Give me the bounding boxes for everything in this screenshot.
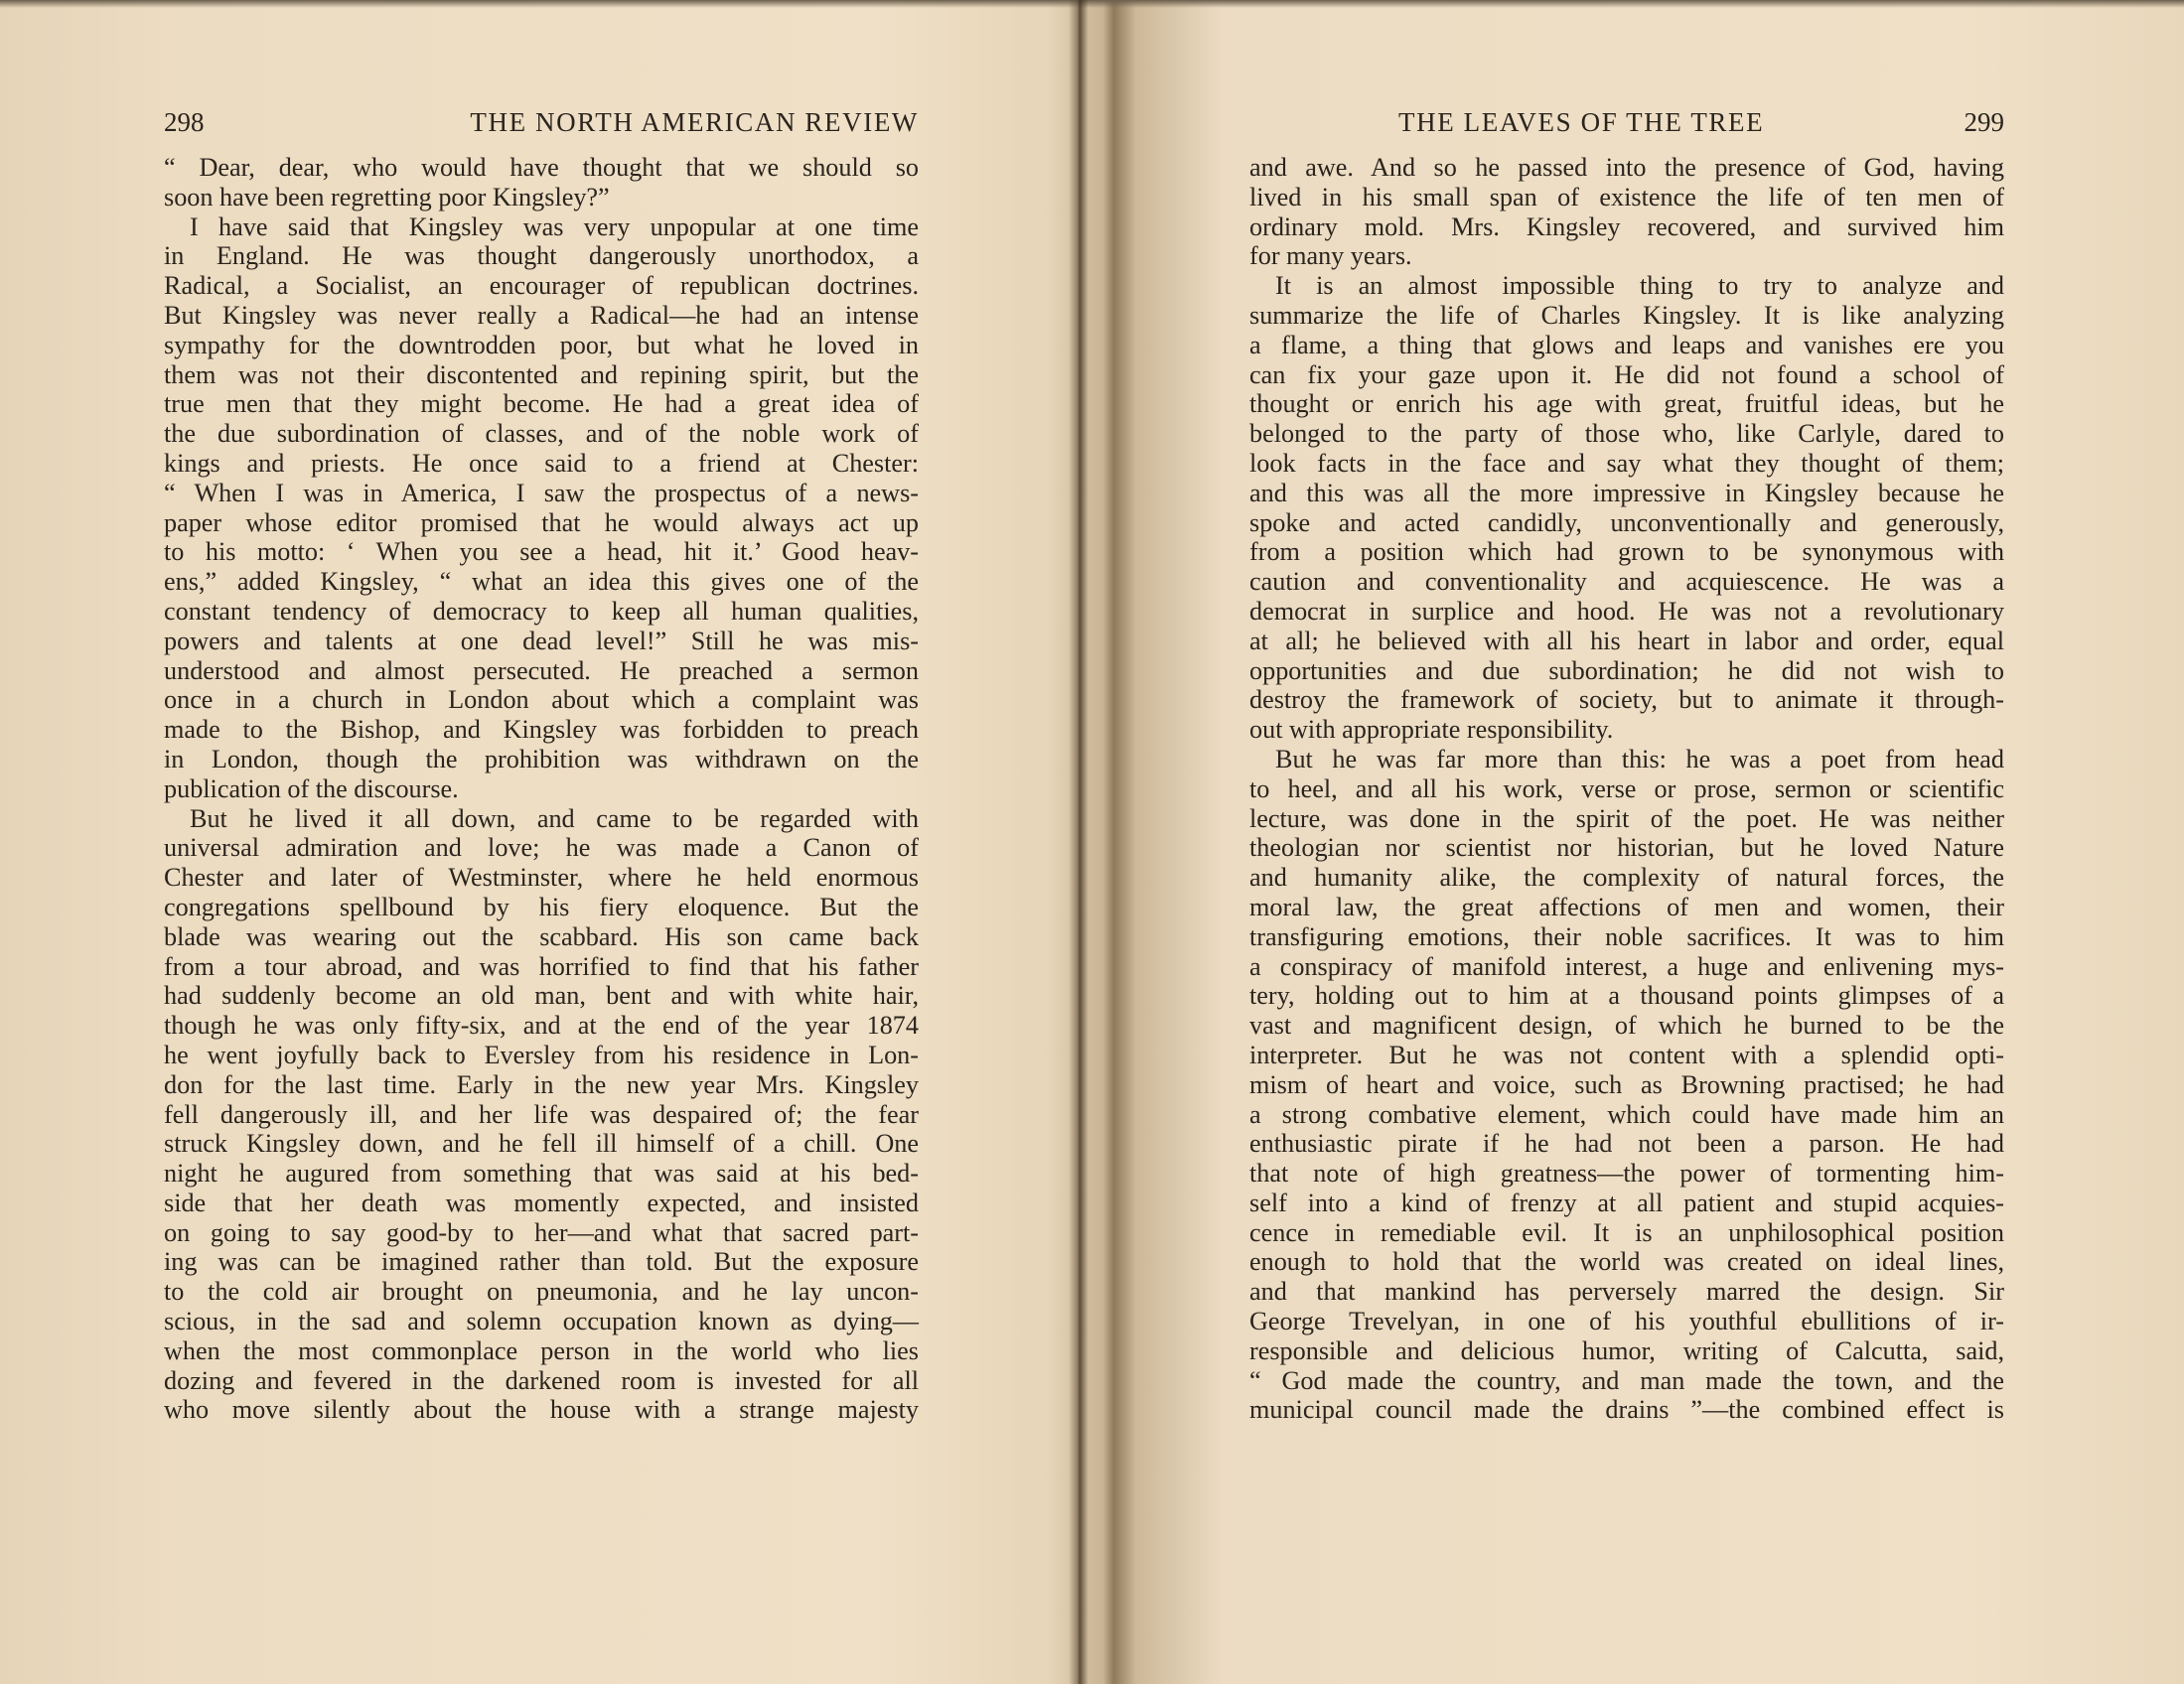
text-line: cence in remediable evil. It is an unphilosophical position [1249, 1217, 2004, 1247]
text-line: from a position which had grown to be synonymous with [1249, 537, 2004, 567]
text-line: to heel, and all his work, verse or prose, sermon or scientific [1249, 773, 2004, 803]
text-line: thought or enrich his age with great, fruitful ideas, but he [1249, 389, 2004, 419]
right-running-title: THE LEAVES OF THE TREE [1398, 107, 1765, 137]
text-line: responsible and delicious humor, writing of Calcutta, said, [1249, 1335, 2004, 1365]
text-line: lecture, was done in the spirit of the poet. He was neither [1249, 803, 2004, 833]
text-line: from a tour abroad, and was horrified to find that his father [164, 951, 919, 981]
text-line: fell dangerously ill, and her life was despaired of; the fear [164, 1099, 919, 1129]
text-line: universal admiration and love; he was made a Canon of [164, 833, 919, 863]
text-line: side that her death was momently expected, and insisted [164, 1188, 919, 1217]
text-line: moral law, the great affections of men and women, their [1249, 892, 2004, 921]
text-line: kings and priests. He once said to a friend at Chester: [164, 448, 919, 478]
text-line: blade was wearing out the scabbard. His son came back [164, 921, 919, 951]
text-line: once in a church in London about which a complaint was [164, 685, 919, 715]
text-line: tery, holding out to him at a thousand points glimpses of a [1249, 981, 2004, 1011]
left-page [164, 107, 919, 1425]
text-line: them was not their discontented and repining spirit, but the [164, 359, 919, 389]
text-line: But he was far more than this: he was a poet from head [1275, 744, 2004, 773]
text-line: theologian nor scientist nor historian, but he loved Nature [1249, 833, 2004, 863]
text-line: But he lived it all down, and came to be regarded with [190, 803, 919, 833]
text-line: publication of the discourse. [164, 773, 459, 803]
right-page [1249, 107, 2004, 1425]
text-line: Chester and later of Westminster, where he held enormous [164, 863, 919, 893]
text-line: for many years. [1249, 241, 1412, 271]
text-line: and awe. And so he passed into the presence of God, having [1249, 153, 2004, 182]
text-line: But Kingsley was never really a Radical—he had an intense [164, 300, 919, 330]
text-line: and humanity alike, the complexity of natural forces, the [1249, 863, 2004, 893]
text-line: soon have been regretting poor Kingsley?” [164, 182, 610, 211]
text-line: at all; he believed with all his heart in labor and order, equal [1249, 626, 2004, 655]
text-line: to his motto: ‘ When you see a head, hit it.’ Good heav- [164, 537, 919, 567]
text-line: on going to say good-by to her—and what that sacred part- [164, 1217, 919, 1247]
text-line: opportunities and due subordination; he did not wish to [1249, 655, 2004, 685]
text-line: he went joyfully back to Eversley from his residence in Lon- [164, 1040, 919, 1069]
text-line: that note of high greatness—the power of tormenting him- [1249, 1159, 2004, 1189]
text-line: enough to hold that the world was created on ideal lines, [1249, 1247, 2004, 1277]
text-line: ordinary mold. Mrs. Kingsley recovered, and survived him [1249, 211, 2004, 241]
text-line: I have said that Kingsley was very unpopular at one time [190, 211, 919, 241]
text-line: when the most commonplace person in the world who lies [164, 1335, 919, 1365]
text-line: though he was only fifty-six, and at the end of the year 1874 [164, 1011, 919, 1041]
text-line: Radical, a Socialist, an encourager of republican doctrines. [164, 271, 919, 301]
right-body-text [1249, 153, 2004, 1425]
text-line: in London, though the prohibition was withdrawn on the [164, 744, 919, 773]
text-line: sympathy for the downtrodden poor, but what he loved in [164, 330, 919, 359]
text-line: ing was can be imagined rather than told. But the exposure [164, 1247, 919, 1277]
text-line: had suddenly become an old man, bent and with white hair, [164, 981, 919, 1011]
text-line: a flame, a thing that glows and leaps and vanishes ere you [1249, 330, 2004, 359]
text-line: caution and conventionality and acquiescence. He was a [1249, 567, 2004, 597]
text-line: vast and magnificent design, of which he burned to be the [1249, 1011, 2004, 1041]
text-line: can fix your gaze upon it. He did not found a school of [1249, 359, 2004, 389]
text-line: lived in his small span of existence the life of ten men of [1249, 182, 2004, 211]
text-line: true men that they might become. He had a great idea of [164, 389, 919, 419]
text-line: democrat in surplice and hood. He was not a revolutionary [1249, 596, 2004, 626]
text-line: summarize the life of Charles Kingsley. It is like analyzing [1249, 300, 2004, 330]
text-line: municipal council made the drains ”—the combined effect is [1249, 1395, 2004, 1425]
left-body-text [164, 153, 919, 1425]
text-line: understood and almost persecuted. He preached a sermon [164, 655, 919, 685]
text-line: in England. He was thought dangerously unorthodox, a [164, 241, 919, 271]
text-line: George Trevelyan, in one of his youthful ebullitions of ir- [1249, 1307, 2004, 1336]
text-line: self into a kind of frenzy at all patient and stupid acquies- [1249, 1188, 2004, 1217]
text-line: It is an almost impossible thing to try to analyze and [1275, 271, 2004, 301]
text-line: and this was all the more impressive in Kingsley because he [1249, 478, 2004, 507]
right-page-number: 299 [1964, 107, 2004, 137]
text-line: and that mankind has perversely marred the design. Sir [1249, 1277, 2004, 1307]
text-line: “ God made the country, and man made the town, and the [1249, 1365, 2004, 1395]
text-line: paper whose editor promised that he would always act up [164, 507, 919, 537]
text-line: made to the Bishop, and Kingsley was forbidden to preach [164, 715, 919, 745]
left-page-number: 298 [164, 107, 205, 137]
text-line: enthusiastic pirate if he had not been a parson. He had [1249, 1129, 2004, 1159]
book-gutter [1069, 0, 1089, 1684]
text-line: transfiguring emotions, their noble sacrifices. It was to him [1249, 921, 2004, 951]
text-line: destroy the framework of society, but to animate it through- [1249, 685, 2004, 715]
text-line: who move silently about the house with a strange majesty [164, 1395, 919, 1425]
left-running-head [164, 107, 919, 153]
right-running-head [1249, 107, 2004, 153]
text-line: “ When I was in America, I saw the prospectus of a news- [164, 478, 919, 507]
text-line: interpreter. But he was not content with a splendid opti- [1249, 1040, 2004, 1069]
text-line: night he augured from something that was said at his bed- [164, 1159, 919, 1189]
text-line: out with appropriate responsibility. [1249, 715, 1614, 745]
text-line: dozing and fevered in the darkened room is invested for all [164, 1365, 919, 1395]
page-top-edge [0, 0, 2184, 8]
text-line: don for the last time. Early in the new year Mrs. Kingsley [164, 1069, 919, 1099]
text-line: struck Kingsley down, and he fell ill himself of a chill. One [164, 1129, 919, 1159]
text-line: congregations spellbound by his fiery eloquence. But the [164, 892, 919, 921]
left-running-title: THE NORTH AMERICAN REVIEW [470, 107, 919, 137]
text-line: look facts in the face and say what they thought of them; [1249, 448, 2004, 478]
text-line: mism of heart and voice, such as Browning practised; he had [1249, 1069, 2004, 1099]
text-line: a conspiracy of manifold interest, a huge and enlivening mys- [1249, 951, 2004, 981]
text-line: belonged to the party of those who, like Carlyle, dared to [1249, 419, 2004, 449]
text-line: scious, in the sad and solemn occupation known as dying— [164, 1307, 919, 1336]
text-line: ens,” added Kingsley, “ what an idea this gives one of the [164, 567, 919, 597]
text-line: constant tendency of democracy to keep all human qualities, [164, 596, 919, 626]
text-line: powers and talents at one dead level!” Still he was mis- [164, 626, 919, 655]
text-line: spoke and acted candidly, unconventionally and generously, [1249, 507, 2004, 537]
text-line: a strong combative element, which could have made him an [1249, 1099, 2004, 1129]
text-line: to the cold air brought on pneumonia, and he lay uncon- [164, 1277, 919, 1307]
text-line: the due subordination of classes, and of the noble work of [164, 419, 919, 449]
text-line: “ Dear, dear, who would have thought that we should so [164, 153, 919, 182]
